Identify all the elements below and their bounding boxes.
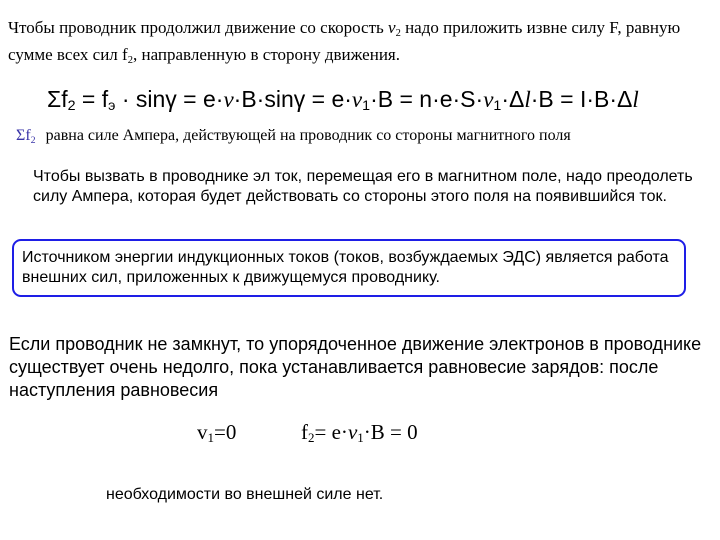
- intro-paragraph: Чтобы проводник продолжил движение со скорость $v_2$ надо приложить извне силу F, равную сумме всех сил $f_2$, направленную в сторону движения.: [8, 18, 681, 66]
- force-equation: $\Sigma f_2 = f_э \cdot \sin\gamma = e\cdot v\cdot B\cdot\sin\gamma = e\cdot v_1\cdot B = n\cdot e\cdot S\cdot v_1\cdot\Delta l\cdot B = I\cdot B\cdot\Delta l$: [47, 86, 639, 114]
- velocity-symbol: v: [388, 18, 396, 37]
- velocity-zero-equation: $v_1=0$: [197, 420, 237, 445]
- force-zero-equation: $f_2= e\cdot v_1\cdot B = 0$: [301, 420, 418, 445]
- conclusion-text: необходимости во внешней силе нет.: [106, 486, 384, 503]
- open-circuit-paragraph: Если проводник не замкнут, то упорядоченное движение электронов в проводнике существует очень недолго, пока устанавливается равновесие зарядов: после наступления равновесия: [9, 334, 702, 400]
- current-explanation-paragraph: Чтобы вызвать в проводнике эл ток, перемещая его в магнитном поле, надо преодолеть силу Ампера, которая будет действовать со стороны этого поля на появившийся ток.: [33, 168, 693, 205]
- energy-source-callout: Источником энергии индукционных токов (токов, возбуждаемых ЭДС) является работа внешних сил, приложенных к движущемуся проводнику.: [12, 239, 686, 297]
- sum-force-symbol: $\Sigma f_2$: [16, 127, 36, 146]
- ampere-force-note: $\Sigma f_2$ равна силе Ампера, действующей на проводник со стороны магнитного поля: [16, 127, 571, 146]
